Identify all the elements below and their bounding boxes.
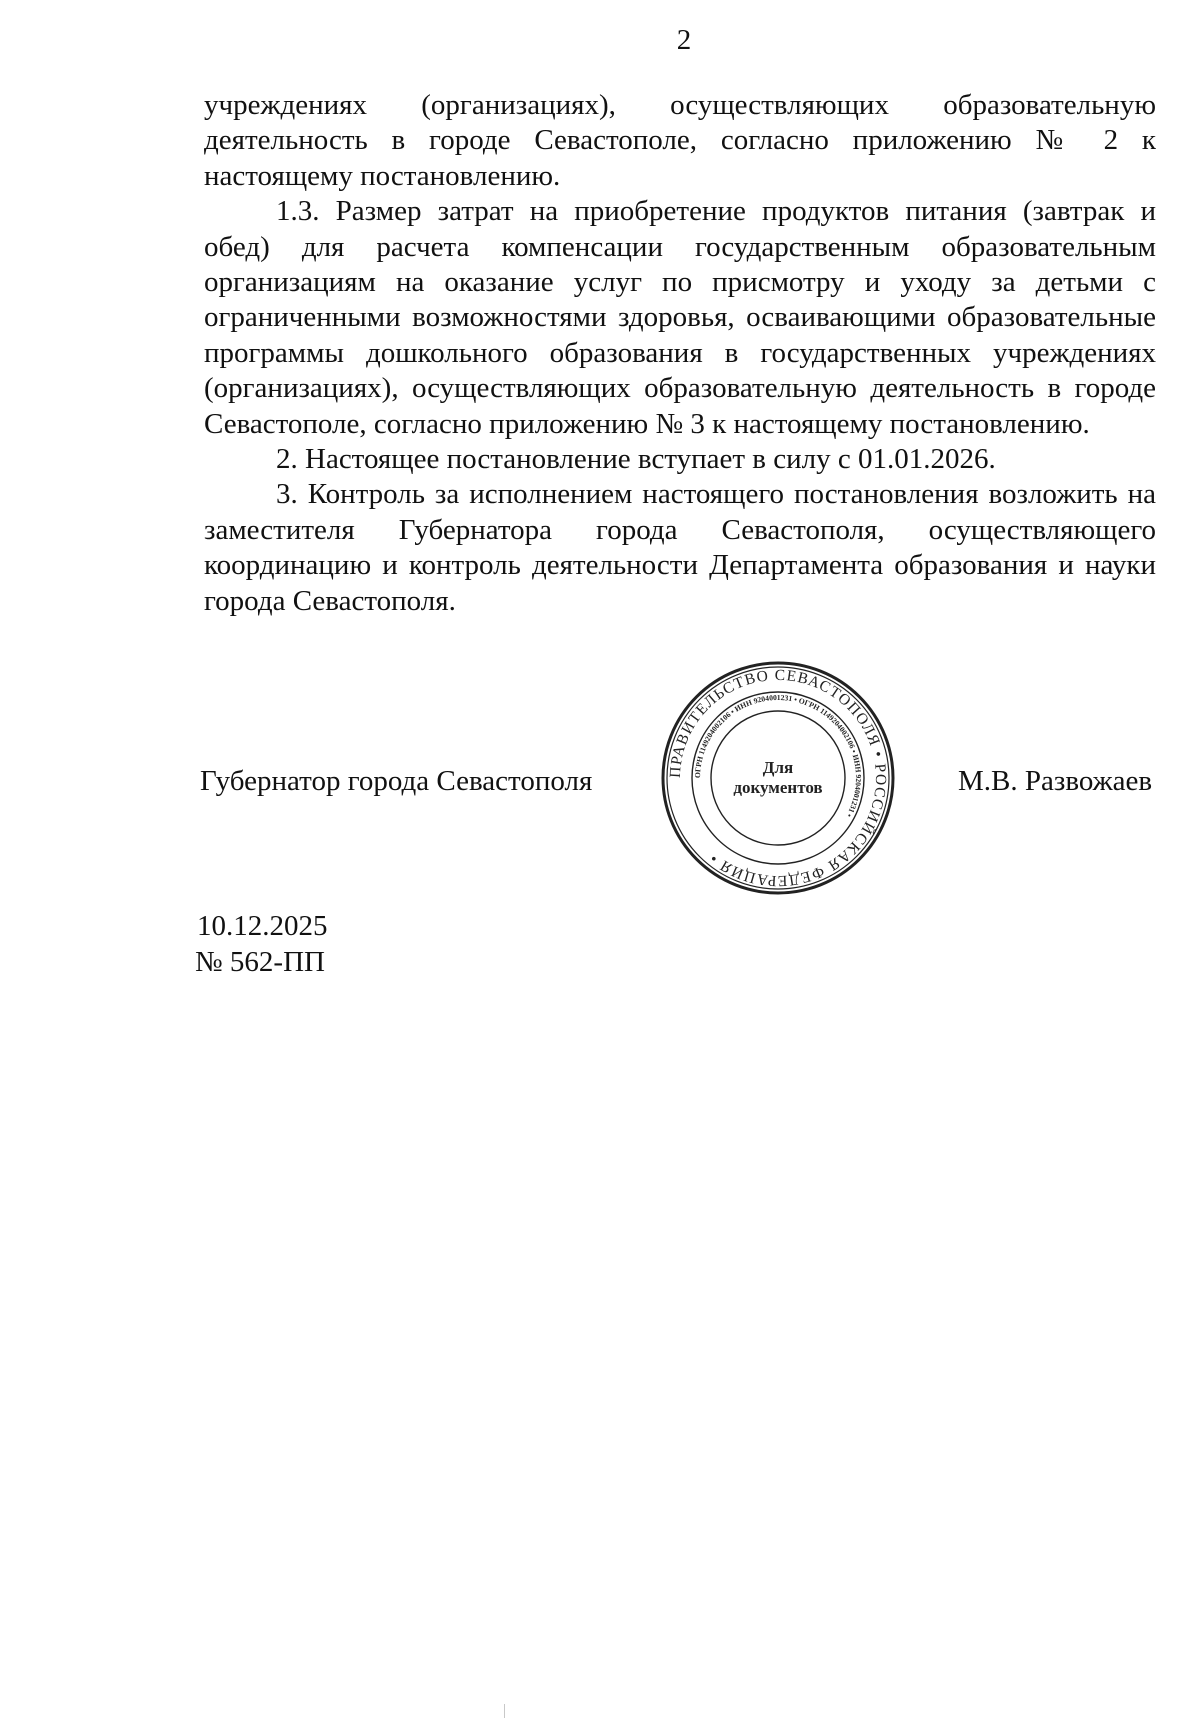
document-body [204, 88, 1156, 619]
seal-center-line-1: Для [762, 758, 794, 777]
seal-center-line-2: документов [733, 778, 823, 797]
official-seal [660, 660, 896, 896]
signatory-name: М.В. Развожаев [958, 765, 1153, 797]
seal-inner-text: ОГРН 1149204002106 • ИНН 9204001231 • ОГРН 1149204002106 • ИНН 9204001231 • [692, 692, 864, 819]
paragraph-2: 2. Настоящее постановление вступает в силу с 01.01.2026. [276, 443, 996, 476]
signatory-title: Губернатор города Севастополя [200, 765, 593, 797]
document-number: № 562-ПП [195, 946, 325, 978]
paragraph-1-3: 1.3. Размер затрат на приобретение продуктов питания (завтрак и обед) для расчета компенсации государственным образовательным организациям на оказание услуг по присмотру и уходу за детьми с ограниченными возможностями здоровья, осваивающими образовательные программы дошкольного образования в государственных учреждениях (организациях), осуществляющих образовательную деятельность в городе Севастополе, согласно приложению № 3 к настоящему постановлению. [204, 195, 1156, 440]
paragraph-continuation: учреждениях (организациях), осуществляющих образовательную деятельность в городе Севастополе, согласно приложению № 2 к настоящему постановлению. [204, 89, 1156, 192]
seal-outer-text: ПРАВИТЕЛЬСТВО СЕВАСТОПОЛЯ • РОССИЙСКАЯ ФЕДЕРАЦИЯ • [666, 666, 890, 890]
document-date: 10.12.2025 [197, 910, 328, 942]
paragraph-3: 3. Контроль за исполнением настоящего постановления возложить на заместителя Губернатора города Севастополя, осуществляющего координацию и контроль деятельности Департамента образования и науки города Севастополя. [204, 478, 1156, 617]
scan-artifact [504, 1704, 505, 1718]
page-number: 2 [676, 24, 692, 56]
